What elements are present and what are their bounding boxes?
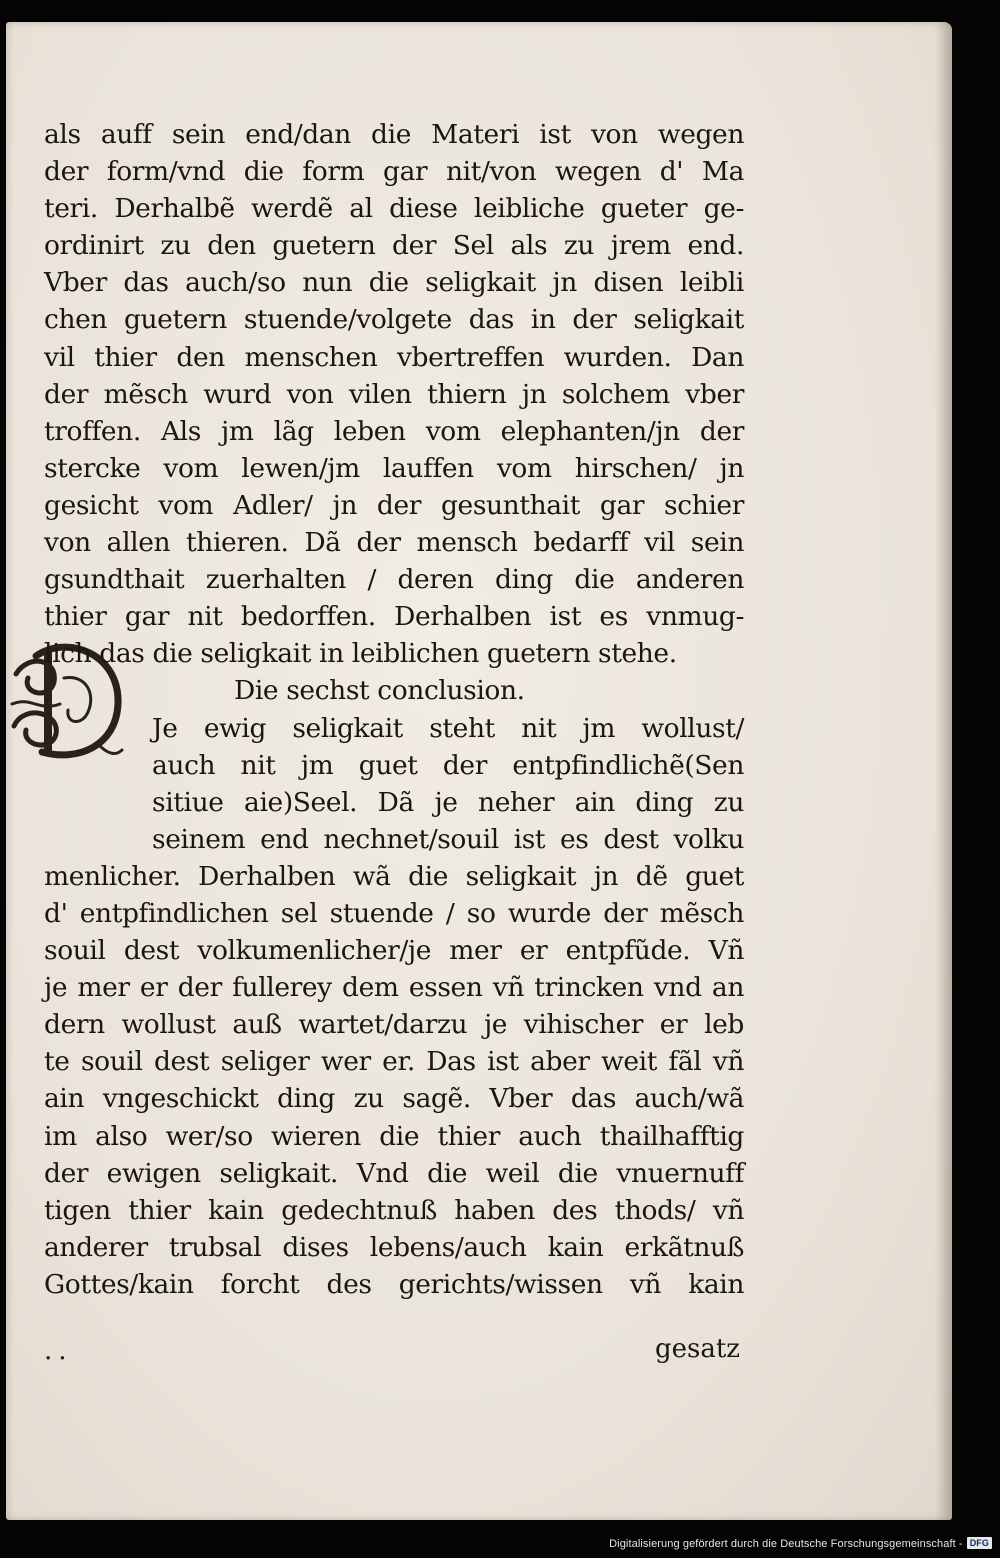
text-line-4: ordinirt zu den guetern der Sel als zu jrem end. [44,230,744,262]
page-edge-shadow [934,22,952,1520]
text-line-11: gesicht vom Adler/ jn der gesunthait gar schier [44,489,744,521]
text-line-23: im also wer/so wieren die thier auch thailhafftig [44,1120,744,1152]
initial-line-4: seinem end nechnet/souil ist es dest volku [152,823,744,855]
text-line-6: chen guetern stuende/volgete das in der seligkait [44,304,744,336]
text-line-5: Vber das auch/so nun die seligkait jn disen leibli [44,267,744,299]
initial-glyph: D [66,644,155,772]
book-page [6,22,952,1520]
text-line-22: ain vngeschickt ding zu sagẽ. Vber das auch/wã [44,1083,744,1115]
text-line-27: Gottes/kain forcht des gerichts/wissen vñ kain [44,1268,744,1300]
footer-credit: Digitalisierung gefördert durch die Deutsche Forschungsgemeinschaft - [609,1538,963,1550]
text-line-26: anderer trubsal dises lebens/auch kain erkãtnuß [44,1231,744,1263]
text-line-21: te souil dest seliger wer er. Das ist aber weit fãl vñ [44,1046,744,1078]
text-line-8: der mẽsch wurd von vilen thiern jn solchem vber [44,378,744,410]
dfg-logo: DFG [967,1537,992,1549]
text-line-15: lich das die seligkait in leiblichen guetern stehe. [44,638,677,670]
text-line-7: vil thier den menschen vbertreffen wurden. Dan [44,341,744,373]
text-line-25: tigen thier kain gedechtnuß haben des thods/ vñ [44,1194,744,1226]
catchword-row [44,1330,744,1370]
text-line-3: teri. Derhalbẽ werdẽ al diese leibliche gueter ge- [44,193,744,225]
digitization-footer [0,1537,1000,1550]
section-heading: Die sechst conclusion. [234,675,525,707]
text-line-24: der ewigen seligkait. Vnd die weil die vnuernuff [44,1157,744,1189]
text-line-18: souil dest volkumenlicher/je mer er entpfũde. Vñ [44,935,744,967]
text-line-17: d' entpfindlichen sel stuende / so wurde der mẽsch [44,897,744,929]
text-line-2: der form/vnd die form gar nit/von wegen d' Ma [44,156,744,188]
initial-line-1: Je ewig seligkait steht nit jm wollust/ [152,712,744,744]
text-line-13: gsundthait zuerhalten / deren ding die anderen [44,564,744,596]
text-line-20: dern wollust auß wartet/darzu je vihischer er leb [44,1009,744,1041]
text-line-12: von allen thieren. Dã der mensch bedarff vil sein [44,527,744,559]
printer-marks: .. [44,1336,73,1366]
catchword: gesatz [654,1334,740,1364]
text-line-14: thier gar nit bedorffen. Derhalben ist es vnmug- [44,601,744,633]
text-line-19: je mer er der fullerey dem essen vñ trincken vnd an [44,972,744,1004]
text-line-16: menlicher. Derhalben wã die seligkait jn dẽ guet [44,860,744,892]
text-line-9: troffen. Als jm lãg leben vom elephanten/jn der [44,415,744,447]
text-line-10: stercke vom lewen/jm lauffen vom hirschen/ jn [44,452,744,484]
text-block [44,116,744,1303]
initial-line-2: auch nit jm guet der entpfindlichẽ(Sen [152,749,744,781]
initial-line-3: sitiue aie)Seel. Dã je neher ain ding zu [152,786,744,818]
text-line-1: als auff sein end/dan die Materi ist von wegen [44,119,744,150]
